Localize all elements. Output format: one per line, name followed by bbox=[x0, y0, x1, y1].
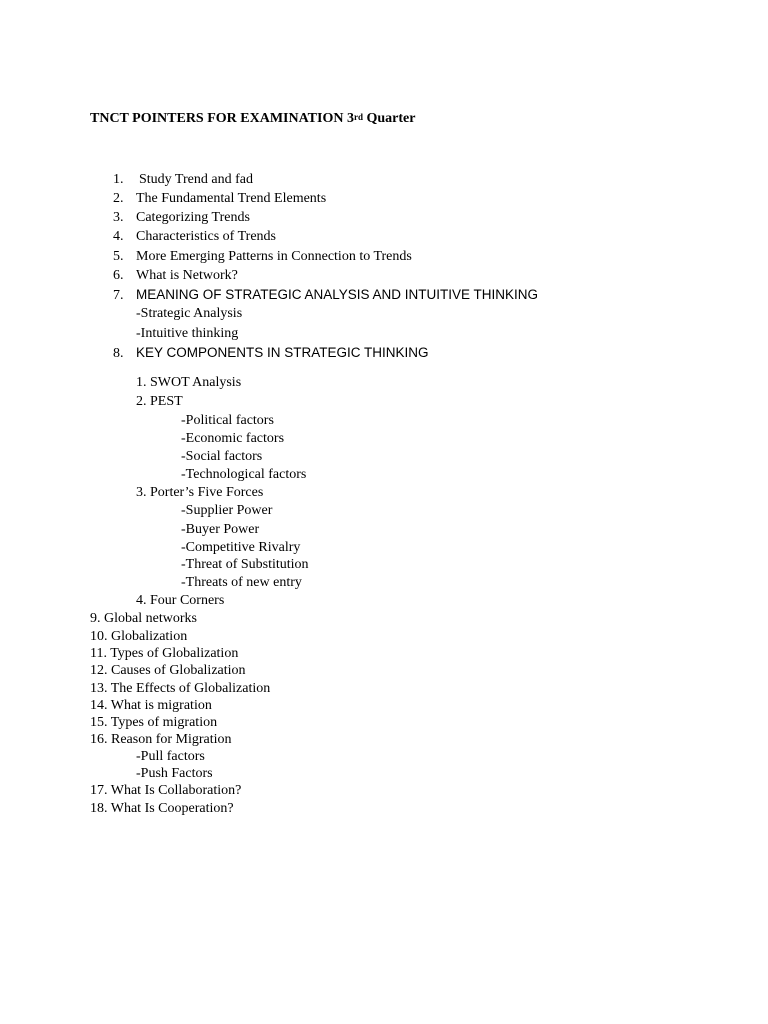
sub-sub-item: -Political factors bbox=[181, 413, 274, 428]
list-item: 10. Globalization bbox=[90, 629, 188, 644]
sub-item: -Intuitive thinking bbox=[136, 326, 239, 341]
sub-sub-item: -Technological factors bbox=[181, 467, 307, 482]
list-item: 17. What Is Collaboration? bbox=[90, 783, 242, 798]
list-item: 1. Study Trend and fad bbox=[113, 172, 253, 187]
list-item: 4. Characteristics of Trends bbox=[113, 229, 276, 244]
sub-item: 1. SWOT Analysis bbox=[136, 375, 242, 390]
list-item: 11. Types of Globalization bbox=[90, 646, 239, 661]
sub-sub-item: -Threat of Substitution bbox=[181, 557, 309, 572]
list-item: 14. What is migration bbox=[90, 698, 212, 713]
list-item: 7. MEANING OF STRATEGIC ANALYSIS AND INTUITIVE THINKING bbox=[113, 287, 539, 303]
sub-item: 3. Porter’s Five Forces bbox=[136, 485, 264, 500]
list-item: 13. The Effects of Globalization bbox=[90, 681, 271, 696]
sub-item: 4. Four Corners bbox=[136, 593, 225, 608]
list-item: 12. Causes of Globalization bbox=[90, 663, 246, 678]
sub-sub-item: -Competitive Rivalry bbox=[181, 540, 301, 555]
list-item: 15. Types of migration bbox=[90, 715, 218, 730]
list-item: 3. Categorizing Trends bbox=[113, 210, 250, 225]
sub-sub-item: -Buyer Power bbox=[181, 522, 260, 537]
list-item: 18. What Is Cooperation? bbox=[90, 801, 234, 816]
title-end: Quarter bbox=[362, 111, 416, 126]
list-item: 6. What is Network? bbox=[113, 268, 238, 283]
sub-sub-item: -Economic factors bbox=[181, 431, 285, 446]
title-main: TNCT POINTERS FOR EXAMINATION 3 bbox=[90, 111, 354, 126]
sub-sub-item: -Threats of new entry bbox=[181, 575, 302, 590]
document-title bbox=[90, 111, 415, 127]
list-item: 2. The Fundamental Trend Elements bbox=[113, 191, 327, 206]
sub-sub-item: -Supplier Power bbox=[181, 503, 273, 518]
list-item: 16. Reason for Migration bbox=[90, 732, 232, 747]
list-item: 8. KEY COMPONENTS IN STRATEGIC THINKING bbox=[113, 345, 429, 361]
list-item: 5. More Emerging Patterns in Connection to Trends bbox=[113, 249, 412, 264]
sub-item: 2. PEST bbox=[136, 394, 183, 409]
title-superscript: rd bbox=[353, 112, 363, 122]
list-item: 9. Global networks bbox=[90, 611, 197, 626]
sub-item: -Push Factors bbox=[136, 766, 213, 781]
sub-item: -Pull factors bbox=[136, 749, 205, 764]
sub-item: -Strategic Analysis bbox=[136, 306, 243, 321]
sub-sub-item: -Social factors bbox=[181, 449, 263, 464]
